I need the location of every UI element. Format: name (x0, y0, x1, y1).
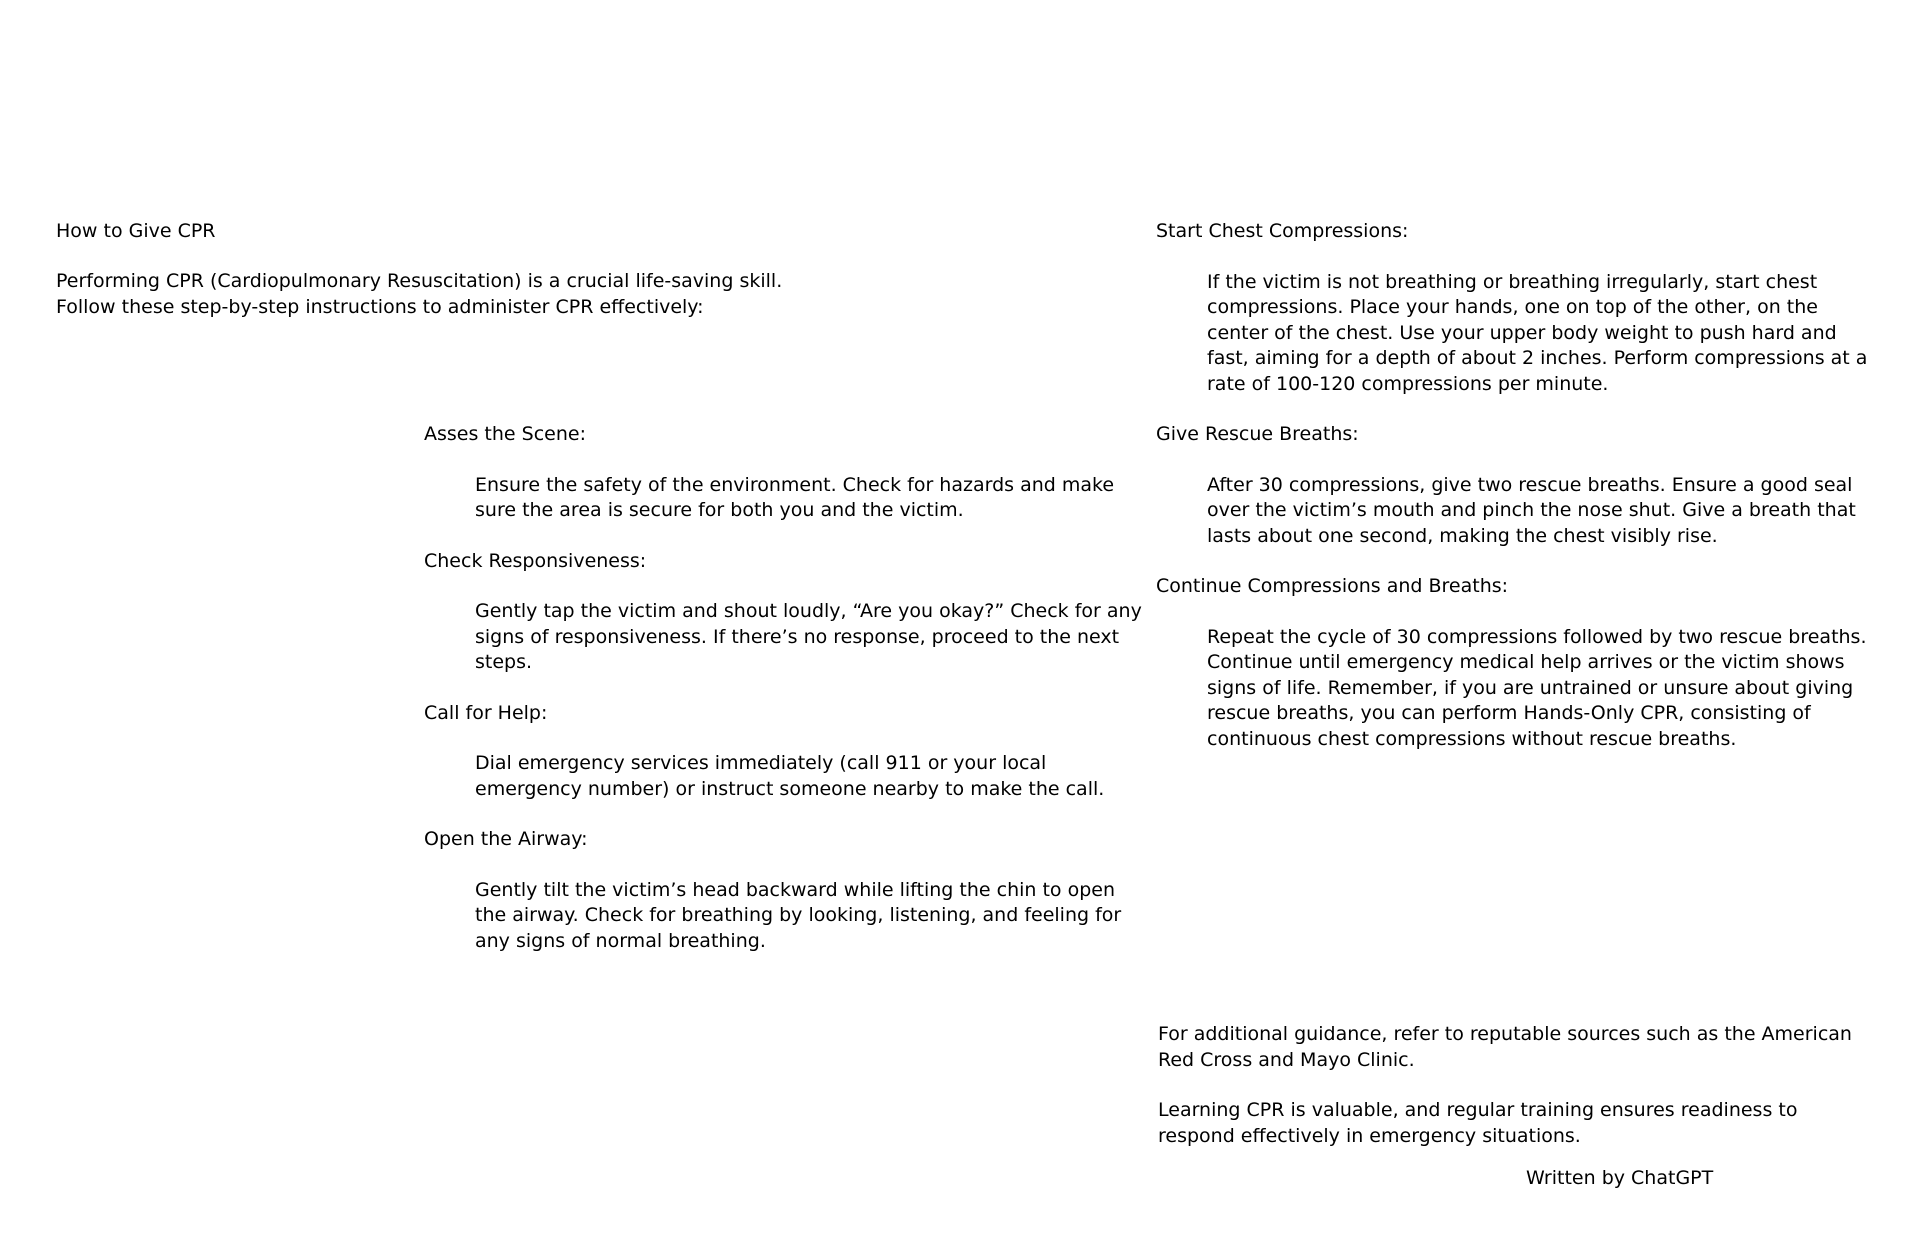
step-description: Repeat the cycle of 30 compressions followed by two rescue breaths. Continue until emergency medical help arrives or the victim shows signs of life. Remember, if you are untrained or unsure about giving rescue breaths, you can perform Hands-Only CPR, consisting of continuous chest compressions without rescue breaths. (1207, 625, 1867, 750)
step-item (1156, 422, 1876, 549)
step-description: Dial emergency services immediately (call 911 or your local emergency number) or instruct someone nearby to make the call. (475, 752, 1105, 800)
step-description: After 30 compressions, give two rescue breaths. Ensure a good seal over the victim’s mouth and pinch the nose shut. Give a breath that lasts about one second, making the chest visibly rise. (1207, 473, 1856, 547)
closing-paragraph: For additional guidance, refer to reputable sources such as the American Red Cross and Mayo Clinic. (1158, 1023, 1852, 1071)
step-item (1156, 574, 1876, 752)
step-item (424, 549, 1144, 676)
step-heading: Continue Compressions and Breaths: (1156, 575, 1509, 597)
steps-column-left (424, 422, 1144, 979)
intro-paragraph: Performing CPR (Cardiopulmonary Resuscitation) is a crucial life-saving skill. Follow these step-by-step instructions to administer CPR effectively: (56, 270, 783, 318)
step-item (424, 701, 1144, 803)
signature: Written by ChatGPT (1526, 1167, 1714, 1189)
step-heading: Check Responsiveness: (424, 549, 647, 572)
step-description: Ensure the safety of the environment. Check for hazards and make sure the area is secure for both you and the victim. (475, 473, 1115, 521)
step-description: Gently tap the victim and shout loudly, “Are you okay?” Check for any signs of responsiveness. If there’s no response, proceed to the next steps. (475, 600, 1142, 673)
steps-column-right (1156, 219, 1876, 777)
step-item (1156, 219, 1876, 397)
document-title: How to Give CPR (56, 220, 216, 242)
closing-section (1158, 1022, 1868, 1149)
step-description: Gently tilt the victim’s head backward while lifting the chin to open the airway. Check for breathing by looking, listening, and feeling for any signs of normal breathing. (475, 878, 1122, 952)
step-item (424, 422, 1144, 524)
step-heading: Call for Help: (424, 701, 548, 724)
closing-paragraph: Learning CPR is valuable, and regular training ensures readiness to respond effectively in emergency situations. (1158, 1099, 1798, 1147)
step-description: If the victim is not breathing or breathing irregularly, start chest compressions. Place your hands, one on top of the other, on the center of the chest. Use your upper body weight to push hard and fast, aiming for a depth of about 2 inches. Perform compressions at a rate of 100-120 compressions per minute. (1207, 270, 1868, 395)
step-heading: Start Chest Compressions: (1156, 220, 1409, 242)
step-item (424, 827, 1144, 954)
step-heading: Give Rescue Breaths: (1156, 423, 1359, 445)
step-heading: Open the Airway: (424, 828, 588, 850)
step-heading: Asses the Scene: (424, 423, 586, 445)
